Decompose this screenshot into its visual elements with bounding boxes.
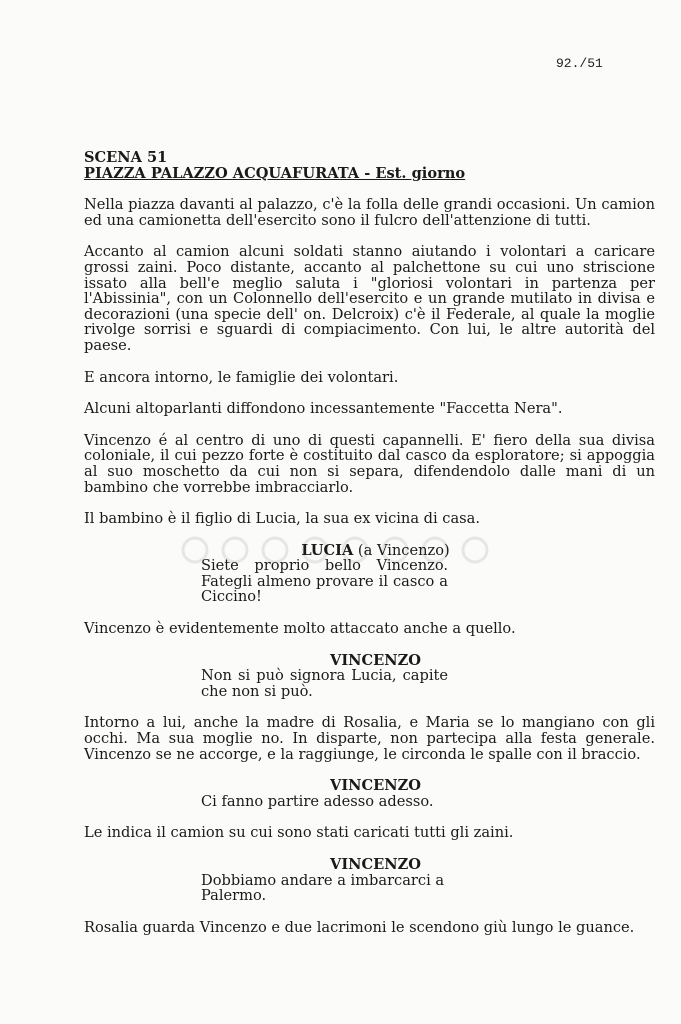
action-paragraph: Il bambino è il figlio di Lucia, la sua ex vicina di casa.	[84, 510, 481, 528]
dialogue-text: Ci fanno partire adesso adesso.	[201, 792, 434, 810]
dialogue-text: Non si può signora Lucia, capite che non si può.	[201, 667, 448, 700]
action-paragraph: Intorno a lui, anche la madre di Rosalia, e Maria se lo mangiano con gli occhi. Ma sua moglie no. In disparte, non partecipa alla festa generale. Vincenzo se ne accorge, e la raggiunge, le circonda le spalle con il braccio.	[84, 714, 655, 763]
action-paragraph: Vincenzo é al centro di uno di questi capannelli. E' fiero della sua divisa coloniale, il cui pezzo forte è costituito dal casco da esploratore; si appoggia al suo moschetto da cui non si separa, difendendolo dalle mani di un bambino che vorrebbe imbracciarlo.	[84, 431, 655, 496]
dialogue-text: Dobbiamo andare a imbarcarci a Palermo.	[201, 871, 445, 905]
action-paragraph: Rosalia guarda Vincenzo e due lacrimoni le scendono giù lungo le guance.	[84, 918, 635, 936]
dialogue-block	[84, 543, 655, 605]
scene-number: SCENA 51	[84, 149, 168, 166]
action-paragraph: E ancora intorno, le famiglie dei volontari.	[84, 368, 399, 386]
character-name: VINCENZO	[330, 651, 421, 669]
character-cue	[84, 778, 655, 794]
scene-heading	[84, 150, 655, 181]
dialogue-block	[84, 653, 655, 700]
action-paragraph: Accanto al camion alcuni soldati stanno aiutando i volontari a caricare grossi zaini. Poco distante, accanto al palchettone su cui uno striscione issato alla bell'e meglio saluta i "gloriosi volontari in partenza per l'Abissinia", con un Colonnello dell'esercito e un grande mutilato in divisa e decorazioni (una specie dell' on. Delcroix) c'è il Federale, al quale la moglie rivolge sorrisi e sguardi di compiacimento. Con lui, le altre autorità del paese.	[84, 243, 655, 354]
action-paragraph: Nella piazza davanti al palazzo, c'è la folla delle grandi occasioni. Un camion ed una camionetta dell'esercito sono il fulcro dell'attenzione di tutti.	[84, 196, 655, 229]
character-name: VINCENZO	[330, 856, 421, 873]
action-paragraph: Alcuni altoparlanti diffondono incessantemente "Faccetta Nera".	[84, 400, 563, 418]
dialogue-block	[84, 857, 655, 904]
page-number: 92./51	[556, 56, 603, 71]
character-cue	[84, 857, 655, 873]
character-cue	[84, 653, 655, 669]
character-name: VINCENZO	[330, 777, 421, 795]
action-paragraph: Vincenzo è evidentemente molto attaccato anche a quello.	[84, 620, 516, 638]
character-cue	[84, 543, 655, 559]
parenthetical: (a Vincenzo)	[357, 541, 450, 559]
dialogue-text: Siete proprio bello Vincenzo. Fategli almeno provare il casco a Ciccino!	[201, 557, 448, 606]
scene-location: PIAZZA PALAZZO ACQUAFURATA - Est. giorno	[84, 164, 466, 182]
screenplay-page	[84, 150, 655, 951]
action-paragraph: Le indica il camion su cui sono stati caricati tutti gli zaini.	[84, 824, 514, 842]
character-name: LUCIA	[301, 541, 354, 559]
dialogue-block	[84, 778, 655, 809]
